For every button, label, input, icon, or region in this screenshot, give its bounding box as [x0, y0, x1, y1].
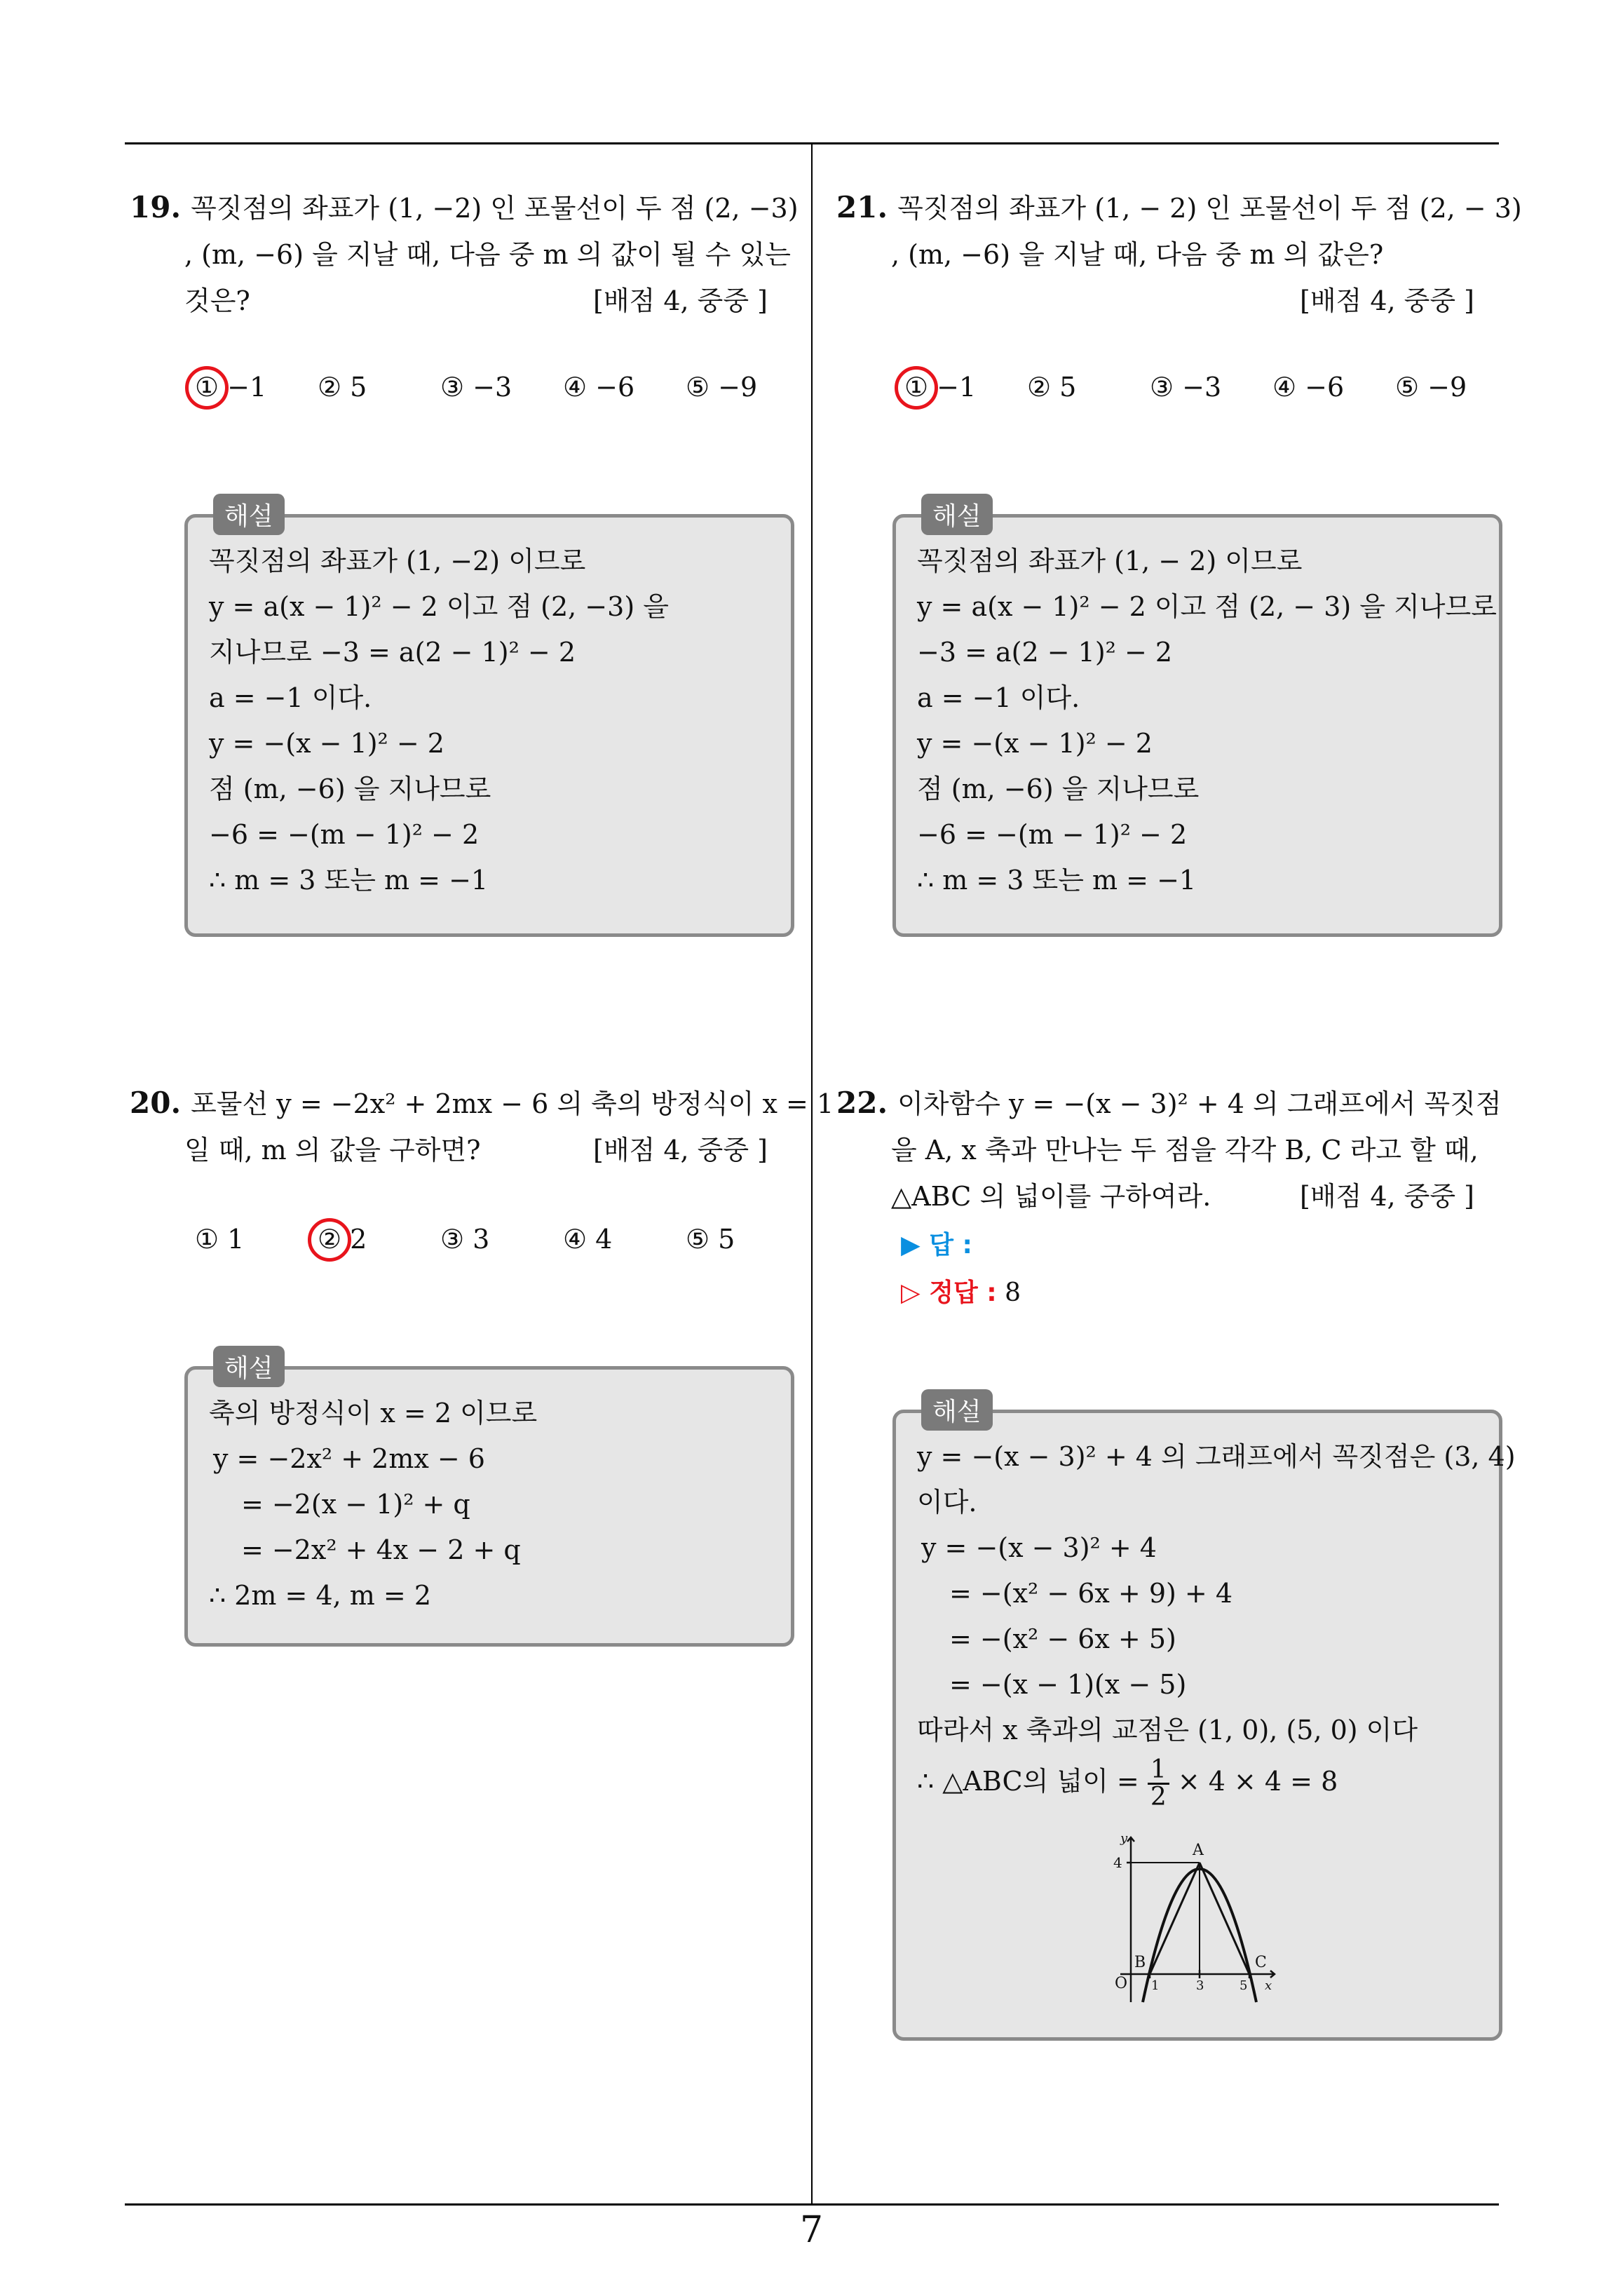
question-19 [130, 184, 799, 324]
question-22 [836, 1080, 1502, 1220]
question-text: 꼭짓점의 좌표가 (1, − 2) 인 포물선이 두 점 (2, − 3) [897, 193, 1522, 224]
fraction: $\frac{1}{2}$ [1148, 1757, 1169, 1810]
solution-line: 꼭짓점의 좌표가 (1, −2) 이므로 [209, 546, 586, 576]
selected-circle-icon [895, 366, 938, 410]
question-text: , (m, −6) 을 지날 때, 다음 중 m 의 값이 될 수 있는 [184, 239, 791, 270]
solution-line: ∴ m = 3 또는 m = −1 [209, 865, 489, 896]
solution-line: y = a(x − 1)² − 2 이고 점 (2, − 3) 을 지나므로 [917, 591, 1497, 622]
correct-value: 8 [1005, 1278, 1021, 1307]
choice-4[interactable]: ④ −6 [563, 372, 635, 403]
y-tick-label: 4 [1113, 1854, 1122, 1871]
area-line: ∴ △ABC의 넓이 = $\frac{1}{2}$ × 4 × 4 = 8 [917, 1755, 1338, 1811]
choice-5[interactable]: ⑤ −9 [1395, 372, 1467, 403]
solution-line: −3 = a(2 − 1)² − 2 [917, 637, 1173, 668]
point-b-label: B [1134, 1954, 1146, 1971]
parabola-graph [1099, 1827, 1289, 2009]
solution-line: y = −(x − 1)² − 2 [917, 728, 1153, 759]
solution-line: a = −1 이다. [209, 682, 372, 713]
solution-line: 꼭짓점의 좌표가 (1, − 2) 이므로 [917, 546, 1303, 576]
correct-label: ▷ 정답 : [901, 1278, 997, 1307]
solution-box-21 [892, 502, 1502, 937]
score-meta: [배점 4, 중중 ] [593, 1135, 768, 1166]
x-tick-label: 3 [1196, 1978, 1204, 1993]
question-number: 22. [836, 1086, 888, 1120]
solution-line: ∴ 2m = 4, m = 2 [209, 1580, 432, 1611]
choice-2[interactable]: ② 5 [1027, 372, 1077, 403]
choice-1[interactable]: ① 1 [195, 1224, 245, 1255]
choices-19 [195, 372, 791, 421]
question-number: 19. [130, 190, 182, 224]
choice-1[interactable]: ① −1 [904, 372, 976, 403]
solution-line: = −(x − 1)(x − 5) [949, 1669, 1187, 1700]
answer-area [901, 1222, 1021, 1317]
solution-line: = −(x² − 6x + 5) [949, 1623, 1176, 1654]
solution-line: y = a(x − 1)² − 2 이고 점 (2, −3) 을 [209, 591, 669, 622]
solution-line: −6 = −(m − 1)² − 2 [209, 819, 480, 850]
triangle-side-ac [1200, 1863, 1249, 1974]
solution-line: a = −1 이다. [917, 682, 1080, 713]
correct-answer [901, 1269, 1021, 1317]
choices-20 [195, 1224, 791, 1273]
solution-line: 이다. [917, 1487, 977, 1518]
point-c-label: C [1255, 1954, 1267, 1971]
origin-label: O [1115, 1975, 1128, 1992]
question-text: 일 때, m 의 값을 구하면? [184, 1135, 481, 1166]
choice-1[interactable]: ① −1 [195, 372, 266, 403]
solution-box-22 [892, 1398, 1516, 2041]
choice-2[interactable]: ② 2 [318, 1224, 367, 1255]
solution-line: y = −(x − 3)² + 4 의 그래프에서 꼭짓점은 (3, 4) [917, 1441, 1516, 1472]
question-text: 꼭짓점의 좌표가 (1, −2) 인 포물선이 두 점 (2, −3) [191, 193, 799, 224]
question-number: 21. [836, 190, 888, 224]
solution-line: 점 (m, −6) 을 지나므로 [209, 774, 491, 804]
bottom-rule [125, 2203, 1499, 2206]
question-20 [130, 1080, 834, 1173]
choices-21 [904, 372, 1500, 421]
score-meta: [배점 4, 중중 ] [1300, 1181, 1474, 1212]
solution-tag: 해설 [921, 494, 993, 535]
solution-line: −6 = −(m − 1)² − 2 [917, 819, 1188, 850]
solution-line: ∴ m = 3 또는 m = −1 [917, 865, 1197, 896]
question-text: 포물선 y = −2x² + 2mx − 6 의 축의 방정식이 x = 1 [191, 1088, 834, 1119]
page-number: 7 [799, 2209, 824, 2251]
choice-5[interactable]: ⑤ −9 [686, 372, 758, 403]
solution-line: 점 (m, −6) 을 지나므로 [917, 774, 1200, 804]
solution-box-19 [184, 502, 794, 937]
solution-line: y = −(x − 3)² + 4 [921, 1532, 1157, 1563]
solution-line: = −2x² + 4x − 2 + q [241, 1534, 521, 1565]
answer-input-label[interactable]: ▶ 답 : [901, 1231, 972, 1260]
y-axis-label: y [1120, 1831, 1128, 1846]
solution-tag: 해설 [213, 1346, 285, 1387]
question-text: △ABC 의 넓이를 구하여라. [891, 1181, 1211, 1212]
selected-circle-icon [308, 1218, 351, 1262]
solution-line: y = −2x² + 2mx − 6 [213, 1443, 485, 1474]
x-axis-label: x [1265, 1978, 1272, 1993]
column-divider [811, 142, 813, 2204]
choice-4[interactable]: ④ −6 [1272, 372, 1345, 403]
x-tick-label: 5 [1240, 1978, 1248, 1993]
question-number: 20. [130, 1086, 182, 1120]
question-text: 을 A, x 축과 만나는 두 점을 각각 B, C 라고 할 때, [891, 1135, 1479, 1166]
point-a-label: A [1193, 1842, 1204, 1859]
question-text: 이차함수 y = −(x − 3)² + 4 의 그래프에서 꼭짓점 [897, 1088, 1502, 1119]
solution-box-20 [184, 1354, 794, 1647]
question-text: , (m, −6) 을 지날 때, 다음 중 m 의 값은? [891, 239, 1384, 270]
choice-3[interactable]: ③ −3 [1150, 372, 1222, 403]
choice-5[interactable]: ⑤ 5 [686, 1224, 735, 1255]
solution-tag: 해설 [921, 1389, 993, 1431]
solution-line: = −2(x − 1)² + q [241, 1489, 470, 1520]
question-21 [836, 184, 1522, 324]
solution-line: 따라서 x 축과의 교점은 (1, 0), (5, 0) 이다 [917, 1715, 1418, 1745]
score-meta: [배점 4, 중중 ] [1300, 285, 1474, 316]
choice-3[interactable]: ③ −3 [440, 372, 512, 403]
solution-tag: 해설 [213, 494, 285, 535]
x-tick-label: 1 [1151, 1978, 1160, 1993]
solution-line: 지나므로 −3 = a(2 − 1)² − 2 [209, 637, 576, 668]
choice-2[interactable]: ② 5 [318, 372, 367, 403]
triangle-side-ab [1150, 1863, 1200, 1974]
score-meta: [배점 4, 중중 ] [593, 285, 768, 316]
choice-4[interactable]: ④ 4 [563, 1224, 613, 1255]
solution-line: = −(x² − 6x + 9) + 4 [949, 1578, 1233, 1609]
solution-line: 축의 방정식이 x = 2 이므로 [209, 1398, 538, 1429]
choice-3[interactable]: ③ 3 [440, 1224, 490, 1255]
question-text: 것은? [184, 285, 250, 316]
selected-circle-icon [185, 366, 229, 410]
solution-line: y = −(x − 1)² − 2 [209, 728, 444, 759]
